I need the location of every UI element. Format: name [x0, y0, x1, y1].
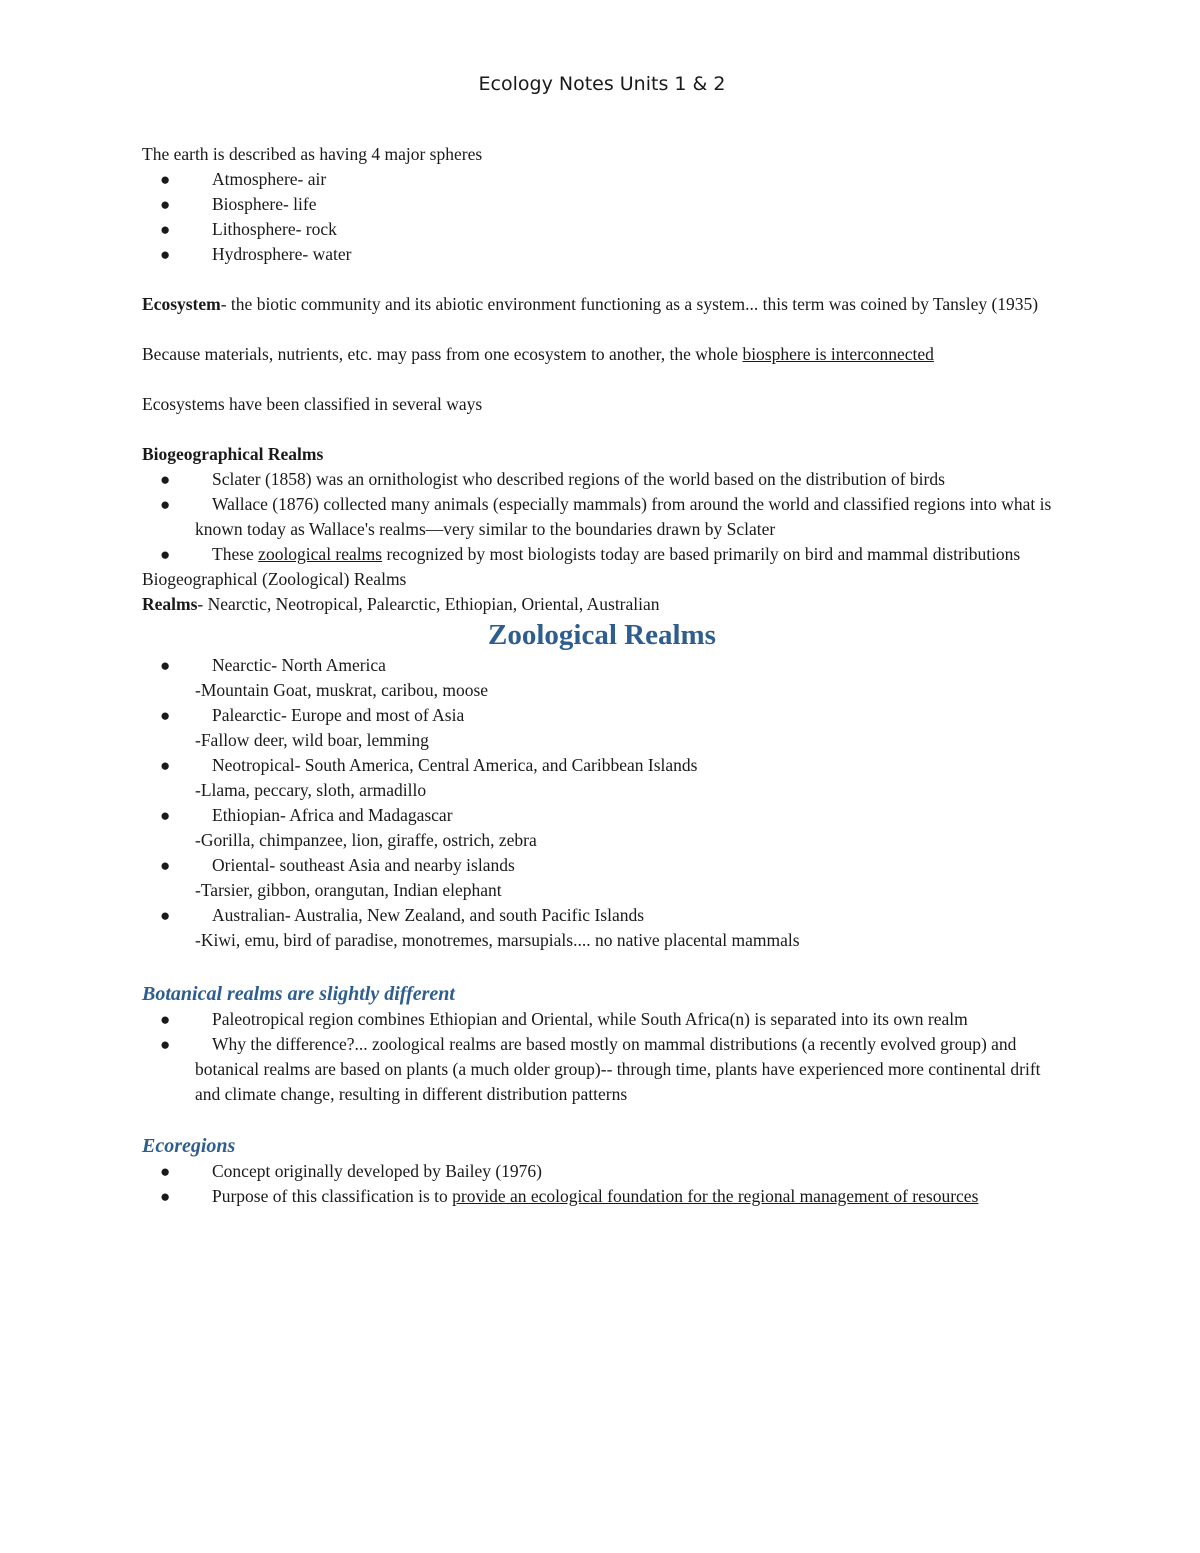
list-item: ● Hydrosphere- water — [142, 242, 1062, 267]
bullet-icon: ● — [160, 545, 171, 564]
bullet-icon: ● — [160, 220, 171, 239]
realm-animals: -Tarsier, gibbon, orangutan, Indian elephant — [195, 880, 502, 900]
bullet-icon: ● — [160, 656, 171, 675]
bullet-icon: ● — [160, 906, 171, 925]
list-item: ● Concept originally developed by Bailey (1976) — [142, 1159, 1062, 1184]
bullet-icon: ● — [160, 856, 171, 875]
bullet-icon: ● — [160, 495, 171, 514]
biogeo-list — [142, 467, 1062, 567]
bullet-icon: ● — [160, 1010, 171, 1029]
biogeo-heading: Biogeographical Realms — [142, 444, 324, 464]
spheres-list — [142, 167, 1062, 267]
list-item: ● Nearctic- North America — [142, 653, 1062, 678]
bullet-icon: ● — [160, 1162, 171, 1181]
list-item: ● Paleotropical region combines Ethiopian and Oriental, while South Africa(n) is separated into its own realm — [142, 1007, 1062, 1032]
document-title: Ecology Notes Units 1 & 2 — [478, 73, 726, 95]
list-item: ● These zoological realms recognized by most biologists today are based primarily on bird and mammal distributions — [142, 542, 1062, 567]
bullet-icon: ● — [160, 245, 171, 264]
bullet-icon: ● — [160, 706, 171, 725]
botanical-heading: Botanical realms are slightly different — [142, 983, 455, 1005]
realm-animals: -Llama, peccary, sloth, armadillo — [195, 780, 427, 800]
realm-animals: -Fallow deer, wild boar, lemming — [195, 730, 429, 750]
bullet-icon: ● — [160, 1035, 171, 1054]
bullet-icon: ● — [160, 170, 171, 189]
list-item: ● Palearctic- Europe and most of Asia — [142, 703, 1062, 728]
realm-animals: -Gorilla, chimpanzee, lion, giraffe, ostrich, zebra — [195, 830, 537, 850]
zoological-list — [142, 653, 1062, 678]
bullet-icon: ● — [160, 195, 171, 214]
classified-paragraph: Ecosystems have been classified in several ways — [142, 394, 483, 414]
list-item: ● Neotropical- South America, Central America, and Caribbean Islands — [142, 753, 1062, 778]
botanical-list — [142, 1007, 1062, 1107]
list-item: ● Oriental- southeast Asia and nearby islands — [142, 853, 1062, 878]
list-item: ● Lithosphere- rock — [142, 217, 1062, 242]
ecosystem-definition: Ecosystem- the biotic community and its abiotic environment functioning as a system... this term was coined by Tansley (1935) — [142, 294, 1039, 314]
ecoregions-list — [142, 1159, 1062, 1209]
list-item: ● Ethiopian- Africa and Madagascar — [142, 803, 1062, 828]
ecoregions-heading: Ecoregions — [142, 1135, 236, 1157]
zoological-realms-heading: Zoological Realms — [488, 619, 716, 651]
list-item: ● Australian- Australia, New Zealand, and south Pacific Islands — [142, 903, 1062, 928]
list-item: ● Purpose of this classification is to provide an ecological foundation for the regional management of resources — [142, 1184, 1062, 1209]
realm-animals: -Mountain Goat, muskrat, caribou, moose — [195, 680, 489, 700]
list-item: ● Atmosphere- air — [142, 167, 1062, 192]
list-item: ● Wallace (1876) collected many animals (especially mammals) from around the world and classified regions into what is known today as Wallace's realms—very similar to the boundaries drawn by Sclater — [160, 494, 1052, 539]
bullet-icon: ● — [160, 756, 171, 775]
list-item: ● Biosphere- life — [142, 192, 1062, 217]
realm-animals: -Kiwi, emu, bird of paradise, monotremes, marsupials.... no native placental mammals — [195, 930, 800, 950]
bullet-icon: ● — [160, 470, 171, 489]
interconnect-paragraph: Because materials, nutrients, etc. may pass from one ecosystem to another, the whole biosphere is interconnected — [142, 344, 934, 364]
list-item: ● Sclater (1858) was an ornithologist who described regions of the world based on the distribution of birds — [142, 467, 1062, 492]
list-item: ● Why the difference?... zoological realms are based mostly on mammal distributions (a recently evolved group) and botanical realms are based on plants (a much older group)-- through time, plants have experienced more continental drift and climate change, resulting in different distribution patterns — [160, 1034, 1041, 1104]
bullet-icon: ● — [160, 806, 171, 825]
biogeo-subtitle: Biogeographical (Zoological) Realms — [142, 569, 407, 589]
spheres-intro: The earth is described as having 4 major spheres — [142, 144, 483, 164]
document-page — [142, 70, 1062, 1209]
bullet-icon: ● — [160, 1187, 171, 1206]
realms-line: Realms- Nearctic, Neotropical, Palearctic, Ethiopian, Oriental, Australian — [142, 594, 660, 614]
